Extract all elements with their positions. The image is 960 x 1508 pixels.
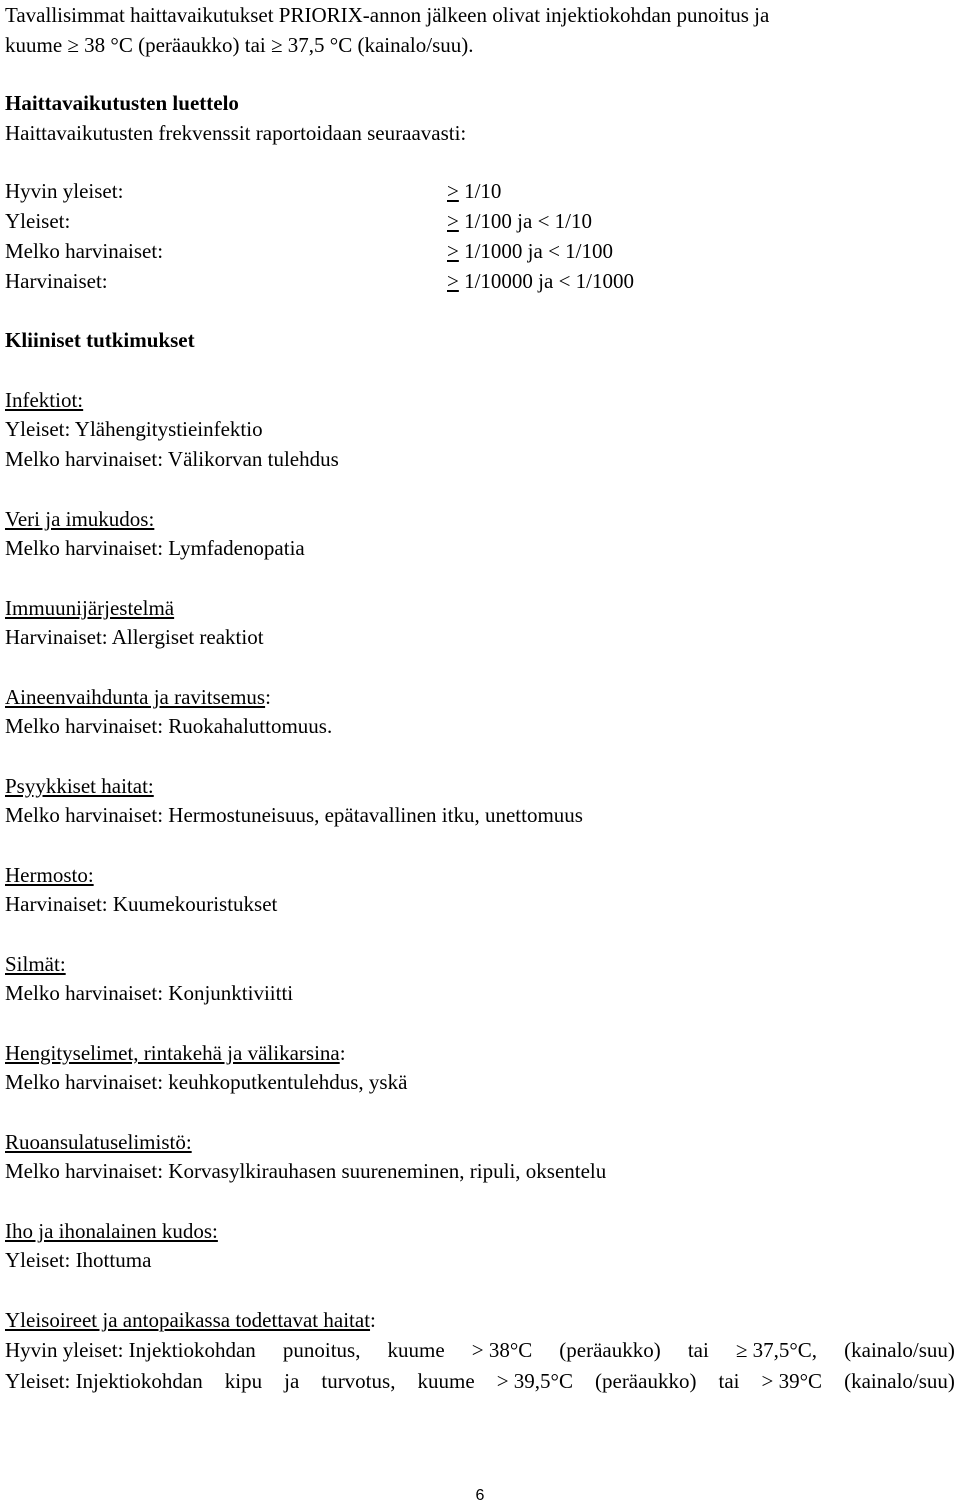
frequency-range: 1/100 ja < 1/10	[458, 209, 593, 233]
section-title-yleisoireet	[5, 1305, 376, 1335]
intro-line-1	[5, 0, 955, 30]
gt-sign: >	[447, 209, 459, 233]
general-line-2	[5, 1366, 955, 1396]
frequency-range: 1/1000 ja < 1/100	[458, 239, 614, 263]
general-word: kuume	[387, 1338, 445, 1362]
section-title-colon: :	[339, 1041, 346, 1065]
section-line: Yleiset: Ihottuma	[5, 1248, 152, 1272]
section-line: Melko harvinaiset: Lymfadenopatia	[5, 536, 305, 560]
general-word: > 39,5°C	[496, 1369, 573, 1393]
section-title-silmat: Silmät:	[5, 952, 66, 976]
general-word: (kainalo/suu)	[844, 1369, 955, 1393]
general-word: tai	[687, 1338, 709, 1362]
section-line: Harvinaiset: Kuumekouristukset	[5, 892, 278, 916]
general-word: turvotus,	[321, 1369, 396, 1393]
section-title-veri: Veri ja imukudos:	[5, 507, 155, 531]
frequency-row	[0, 176, 960, 206]
frequency-value	[447, 236, 613, 266]
section-title-hengityselimet	[5, 1038, 346, 1068]
section-title-hermosto: Hermosto:	[5, 863, 94, 887]
general-word: tai	[718, 1369, 740, 1393]
general-line-1	[5, 1335, 955, 1365]
general-word: punoitus,	[282, 1338, 361, 1362]
general-word: Yleiset: Injektiokohdan	[5, 1369, 203, 1393]
frequency-label: Hyvin yleiset:	[5, 179, 124, 203]
section-title-text: Aineenvaihdunta ja ravitsemus	[5, 685, 266, 709]
general-word: kuume	[417, 1369, 475, 1393]
section-line: Melko harvinaiset: Hermostuneisuus, epätavallinen itku, unettomuus	[5, 803, 583, 827]
list-heading: Haittavaikutusten luettelo	[5, 91, 239, 115]
section-title-immuuni: Immuunijärjestelmä	[5, 596, 175, 620]
gt-sign: >	[447, 179, 459, 203]
frequency-row	[0, 206, 960, 236]
gt-sign: >	[447, 239, 459, 263]
section-line: Melko harvinaiset: Korvasylkirauhasen suureneminen, ripuli, oksentelu	[5, 1159, 607, 1183]
section-line: Melko harvinaiset: Ruokahaluttomuus.	[5, 714, 333, 738]
general-word: ja	[284, 1369, 300, 1393]
section-line: Melko harvinaiset: Konjunktiviitti	[5, 981, 294, 1005]
frequency-label: Melko harvinaiset:	[5, 239, 164, 263]
general-word: > 38°C	[471, 1338, 533, 1362]
section-title-text: Yleisoireet ja antopaikassa todettavat haitat	[5, 1308, 371, 1332]
general-word: kipu	[224, 1369, 263, 1393]
gt-sign: >	[447, 269, 459, 293]
section-line: Harvinaiset: Allergiset reaktiot	[5, 625, 264, 649]
section-title-aineenvaihdunta	[5, 682, 271, 712]
section-line: Melko harvinaiset: Välikorvan tulehdus	[5, 447, 339, 471]
section-title-iho: Iho ja ihonalainen kudos:	[5, 1219, 218, 1243]
frequency-row	[0, 236, 960, 266]
general-word: (kainalo/suu)	[844, 1338, 955, 1362]
section-title-psyykkiset: Psyykkiset haitat:	[5, 774, 154, 798]
section-title-text: Hengityselimet, rintakehä ja välikarsina	[5, 1041, 340, 1065]
frequency-row	[0, 266, 960, 296]
section-line: Melko harvinaiset: keuhkoputkentulehdus, yskä	[5, 1070, 408, 1094]
frequency-value	[447, 176, 501, 206]
intro-text-1: Tavallisimmat haittavaikutukset PRIORIX-annon jälkeen olivat injektiokohdan punoitus ja	[5, 3, 770, 27]
intro-line-2: kuume ≥ 38 °C (peräaukko) tai ≥ 37,5 °C (kainalo/suu).	[5, 33, 474, 57]
frequency-range: 1/10000 ja < 1/1000	[458, 269, 635, 293]
section-title-infektiot: Infektiot:	[5, 388, 84, 412]
frequency-range: 1/10	[458, 179, 502, 203]
section-line: Yleiset: Ylähengitystieinfektio	[5, 417, 263, 441]
frequency-label: Harvinaiset:	[5, 269, 108, 293]
section-title-colon: :	[370, 1308, 376, 1332]
section-title-colon: :	[265, 685, 271, 709]
general-word: (peräaukko)	[595, 1369, 697, 1393]
general-word: ≥ 37,5°C,	[735, 1338, 818, 1362]
frequency-label: Yleiset:	[5, 209, 71, 233]
page-number: 6	[475, 1487, 485, 1504]
list-subheading: Haittavaikutusten frekvenssit raportoidaan seuraavasti:	[5, 121, 467, 145]
general-word: Hyvin yleiset: Injektiokohdan	[5, 1338, 256, 1362]
general-word: (peräaukko)	[559, 1338, 661, 1362]
general-word: > 39°C	[761, 1369, 823, 1393]
section-title-ruoansulatus: Ruoansulatuselimistö:	[5, 1130, 192, 1154]
frequency-value	[447, 266, 634, 296]
frequency-value	[447, 206, 592, 236]
clinical-heading: Kliiniset tutkimukset	[5, 328, 195, 352]
